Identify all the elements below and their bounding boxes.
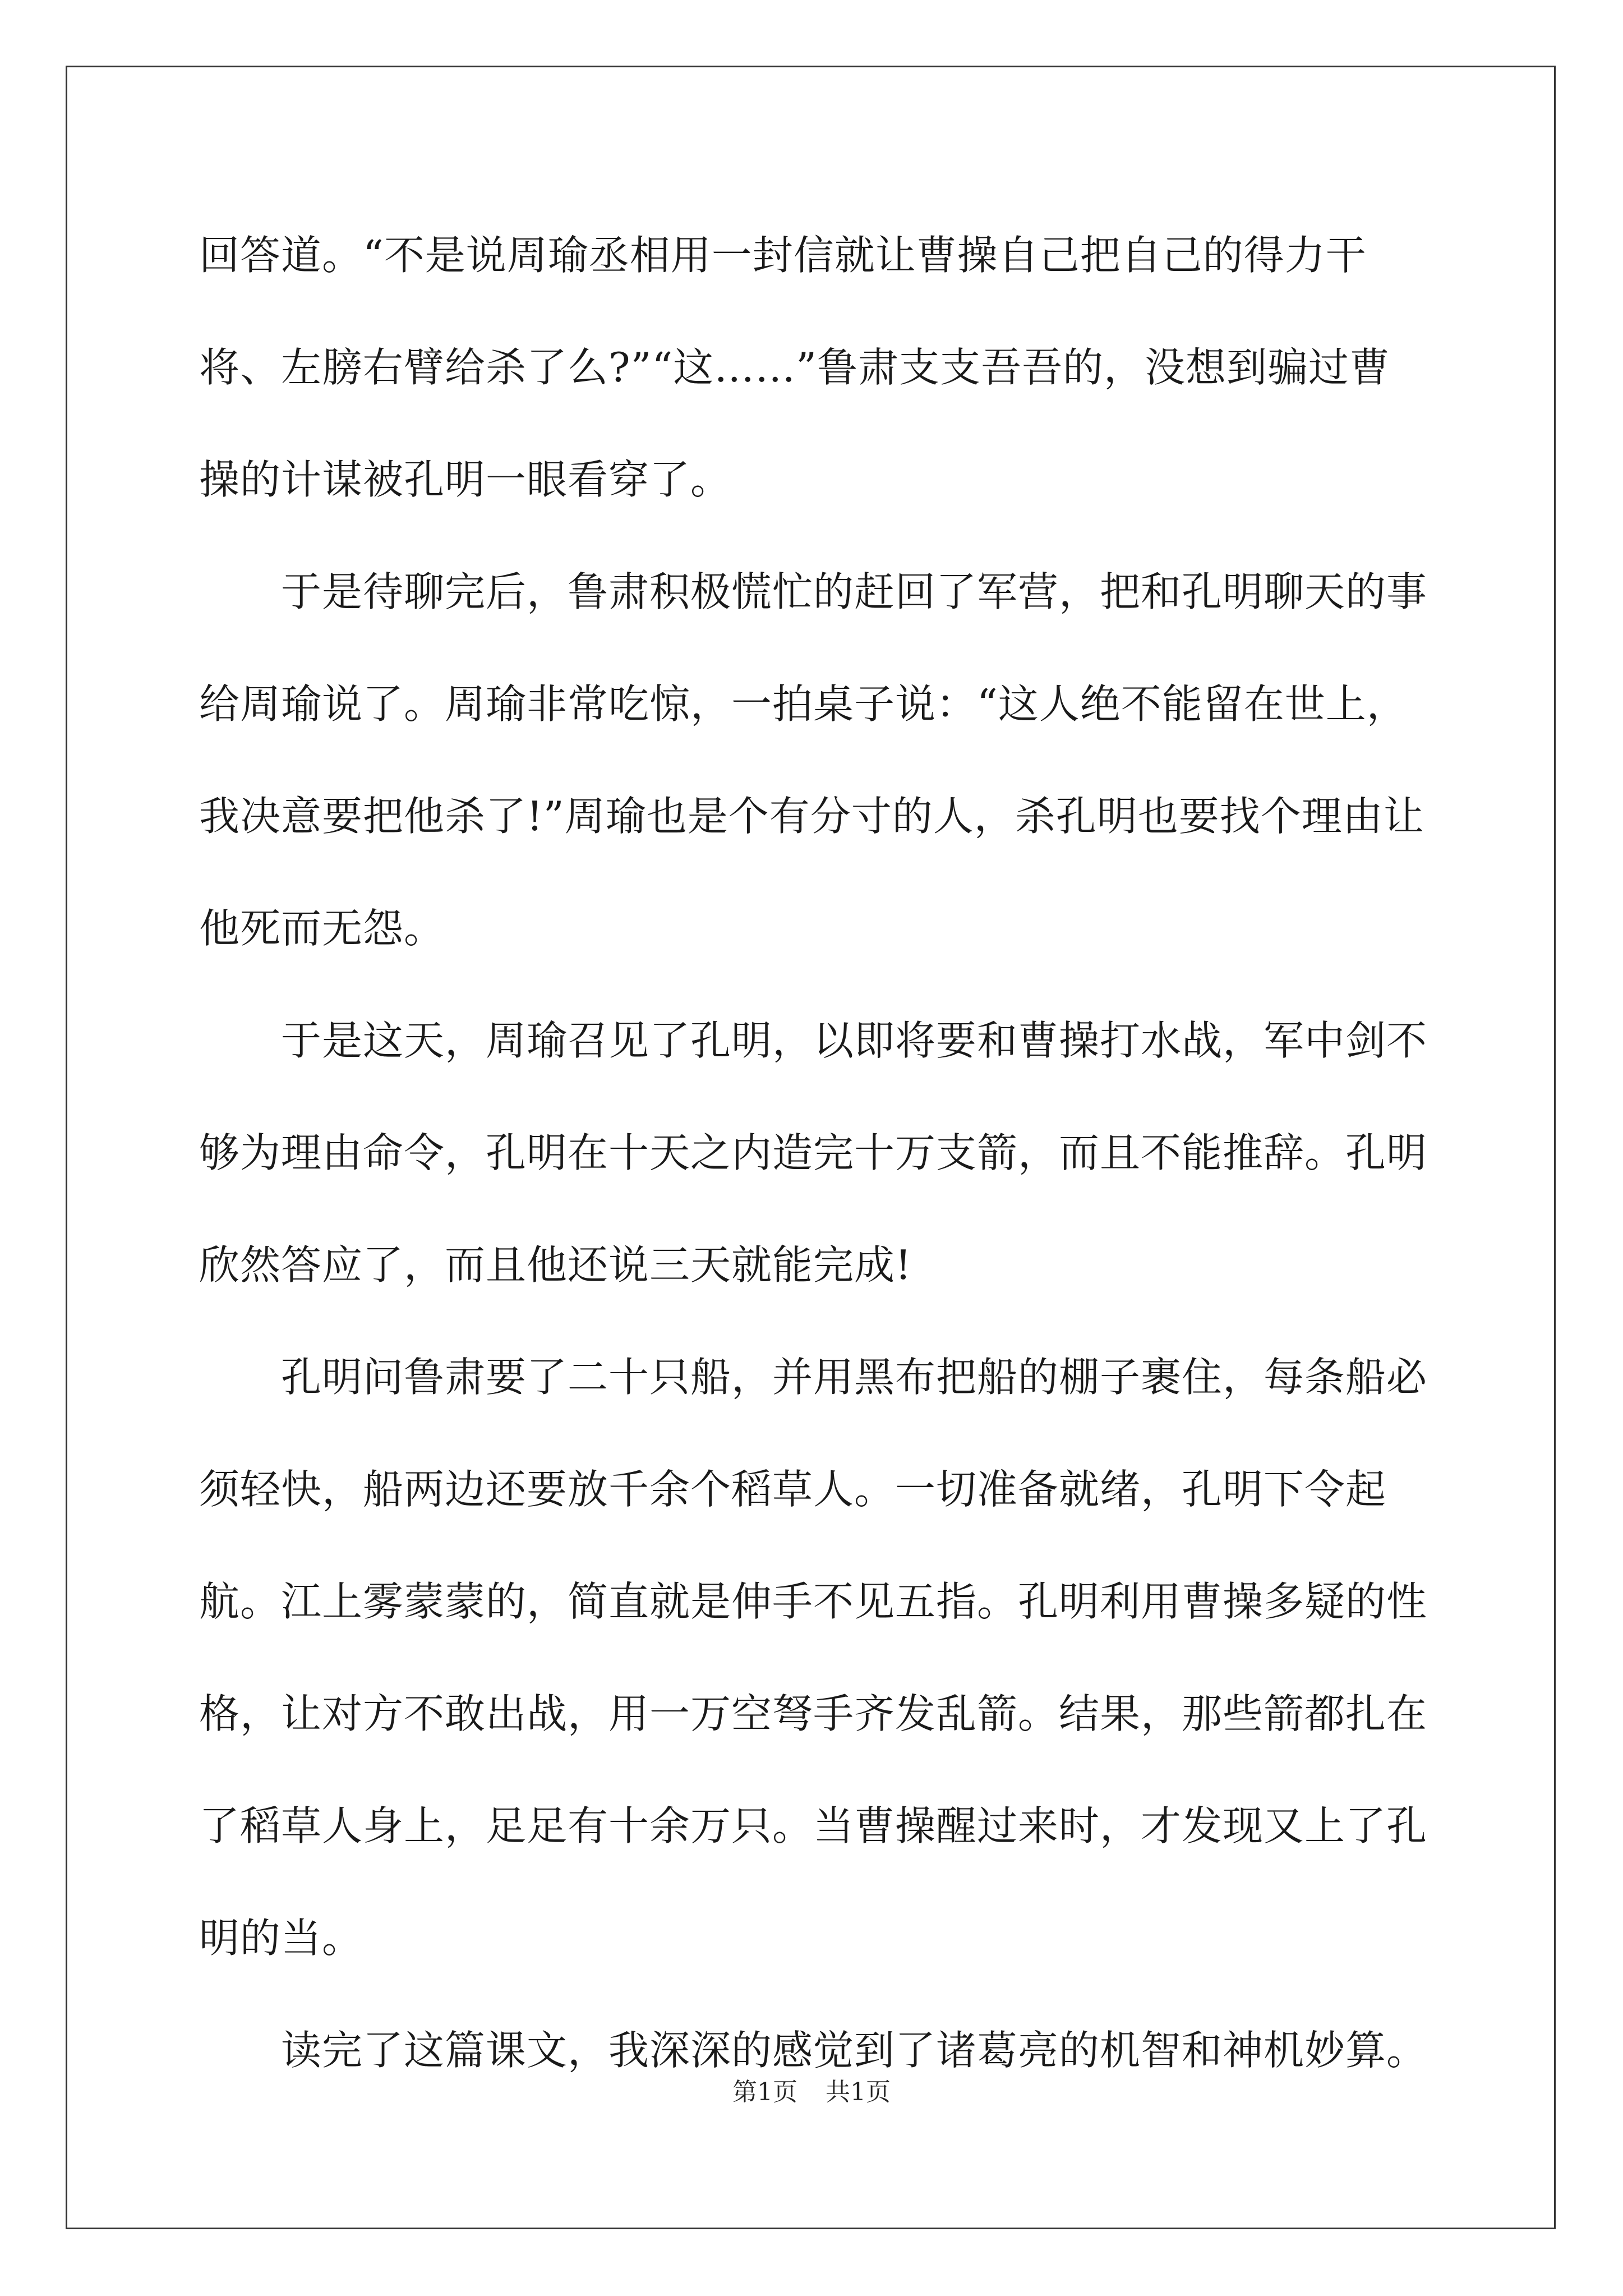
paragraph-2: 于是待聊完后，鲁肃积极慌忙的赶回了军营，把和孔明聊天的事给周瑜说了。周瑜非常吃惊，一拍桌子说：“这人绝不能留在世上，我决意要把他杀了!”周瑜也是个有分寸的人，杀孔明也要找个理由让他死而无怨。 [199,568,1428,952]
page-number: 第1页 [732,2078,797,2106]
page-total: 共1页 [826,2078,891,2106]
paragraph-1: 回答道。“不是说周瑜丞相用一封信就让曹操自己把自己的得力干将、左膀右臂给杀了么?”“这……”鲁肃支支吾吾的，没想到骗过曹操的计谋被孔明一眼看穿了。 [199,232,1391,503]
paragraph-5: 读完了这篇课文，我深深的感觉到了诸葛亮的机智和神机妙算。 [281,2027,1428,2074]
paragraph-4: 孔明问鲁肃要了二十只船，并用黑布把船的棚子裹住，每条船必须轻快，船两边还要放千余个稻草人。一切准备就绪，孔明下令起航。江上雾蒙蒙的，简直就是伸手不见五指。孔明利用曹操多疑的性格，让对方不敢出战，用一万空弩手齐发乱箭。结果，那些箭都扎在了稻草人身上，足足有十余万只。当曹操醒过来时，才发现又上了孔明的当。 [199,1354,1428,1962]
document-body [199,199,1427,2106]
page-footer [0,2076,1623,2109]
paragraph-3: 于是这天，周瑜召见了孔明，以即将要和曹操打水战，军中剑不够为理由命令，孔明在十天之内造完十万支箭，而且不能推辞。孔明欣然答应了，而且他还说三天就能完成! [199,1017,1428,1289]
